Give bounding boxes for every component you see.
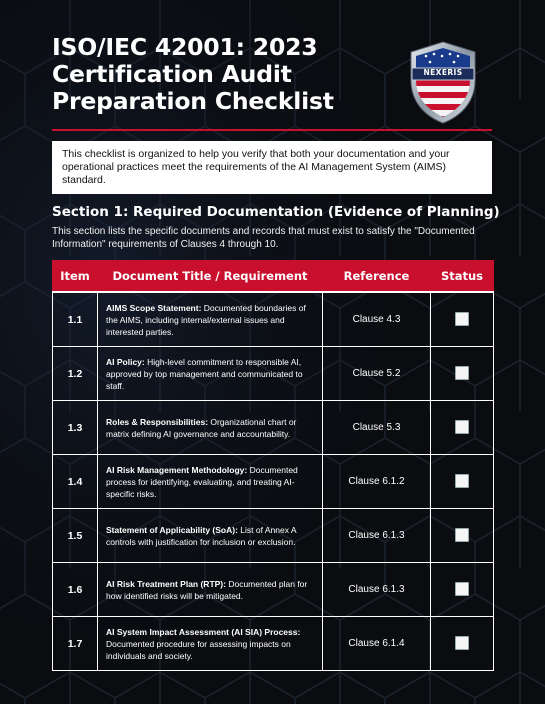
item-number: 1.7 [53,617,98,671]
document-requirement [98,455,323,509]
page-title [52,34,382,115]
clause-reference: Clause 5.3 [323,401,431,455]
item-number: 1.5 [53,509,98,563]
document-description: Documented procedure for assessing impacts on individuals and society. [106,638,291,661]
document-description: Documented process for identifying, evaluating, and treating AI-specific risks. [106,464,298,499]
document-description: Documented boundaries of the AIMS, including internal/external issues and interested parties. [106,302,306,337]
header-status: Status [431,261,494,293]
shield-flag-logo-icon [408,40,478,124]
document-description: Documented plan for how identified risks will be mitigated. [106,578,308,601]
section-heading: Section 1: Required Documentation (Evidence of Planning) [52,204,500,220]
status-checkbox[interactable] [455,312,469,326]
status-cell [431,509,494,563]
table-row [53,617,494,671]
clause-reference: Clause 6.1.4 [323,617,431,671]
table-header-row [53,261,494,293]
table-row [53,563,494,617]
document-title: AI Risk Treatment Plan (RTP): [106,578,226,589]
status-cell [431,347,494,401]
header-reference: Reference [323,261,431,293]
header-item: Item [53,261,98,293]
status-checkbox[interactable] [455,582,469,596]
item-number: 1.1 [53,292,98,347]
document-title: AI Policy: [106,356,145,367]
status-checkbox[interactable] [455,474,469,488]
document-requirement [98,292,323,347]
table-row [53,509,494,563]
document-requirement [98,617,323,671]
table-row [53,455,494,509]
document-title: Roles & Responsibilities: [106,416,209,427]
item-number: 1.2 [53,347,98,401]
documentation-checklist-table [52,260,494,671]
document-requirement [98,563,323,617]
header-document: Document Title / Requirement [98,261,323,293]
status-checkbox[interactable] [455,528,469,542]
title-line-1: ISO/IEC 42001: 2023 [52,33,318,61]
title-line-2: Certification Audit [52,60,292,88]
section-description: This section lists the specific documents and records that must exist to satisfy the "Documented Information" requirements of Clauses 4 through 10. [52,226,475,250]
clause-reference: Clause 6.1.3 [323,563,431,617]
logo-wordmark: NEXERIS [423,68,463,77]
status-cell [431,401,494,455]
document-title: AI Risk Management Methodology: [106,464,248,475]
status-checkbox[interactable] [455,636,469,650]
status-cell [431,617,494,671]
document-requirement [98,347,323,401]
clause-reference: Clause 6.1.2 [323,455,431,509]
document-requirement [98,401,323,455]
table-row [53,292,494,347]
item-number: 1.6 [53,563,98,617]
title-divider [52,129,492,131]
intro-text: This checklist is organized to help you verify that both your documentation and your operational practices meet the requirements of the AI Management System (AIMS) standard. [52,141,492,194]
clause-reference: Clause 6.1.3 [323,509,431,563]
status-checkbox[interactable] [455,420,469,434]
status-cell [431,455,494,509]
status-cell [431,563,494,617]
table-row [53,401,494,455]
document-title: AIMS Scope Statement: [106,302,202,313]
document-title: AI System Impact Assessment (AI SIA) Process: [106,626,301,637]
document-title: Statement of Applicability (SoA): [106,524,238,535]
clause-reference: Clause 5.2 [323,347,431,401]
document-description: List of Annex A controls with justification for inclusion or exclusion. [106,524,297,547]
document-description: Organizational chart or matrix defining AI governance and accountability. [106,416,297,439]
document-requirement [98,509,323,563]
table-row [53,347,494,401]
status-cell [431,292,494,347]
status-checkbox[interactable] [455,366,469,380]
item-number: 1.3 [53,401,98,455]
document-description: High-level commitment to responsible AI, approved by top management and communicated to staff. [106,356,303,391]
item-number: 1.4 [53,455,98,509]
clause-reference: Clause 4.3 [323,292,431,347]
title-line-3: Preparation Checklist [52,87,334,115]
